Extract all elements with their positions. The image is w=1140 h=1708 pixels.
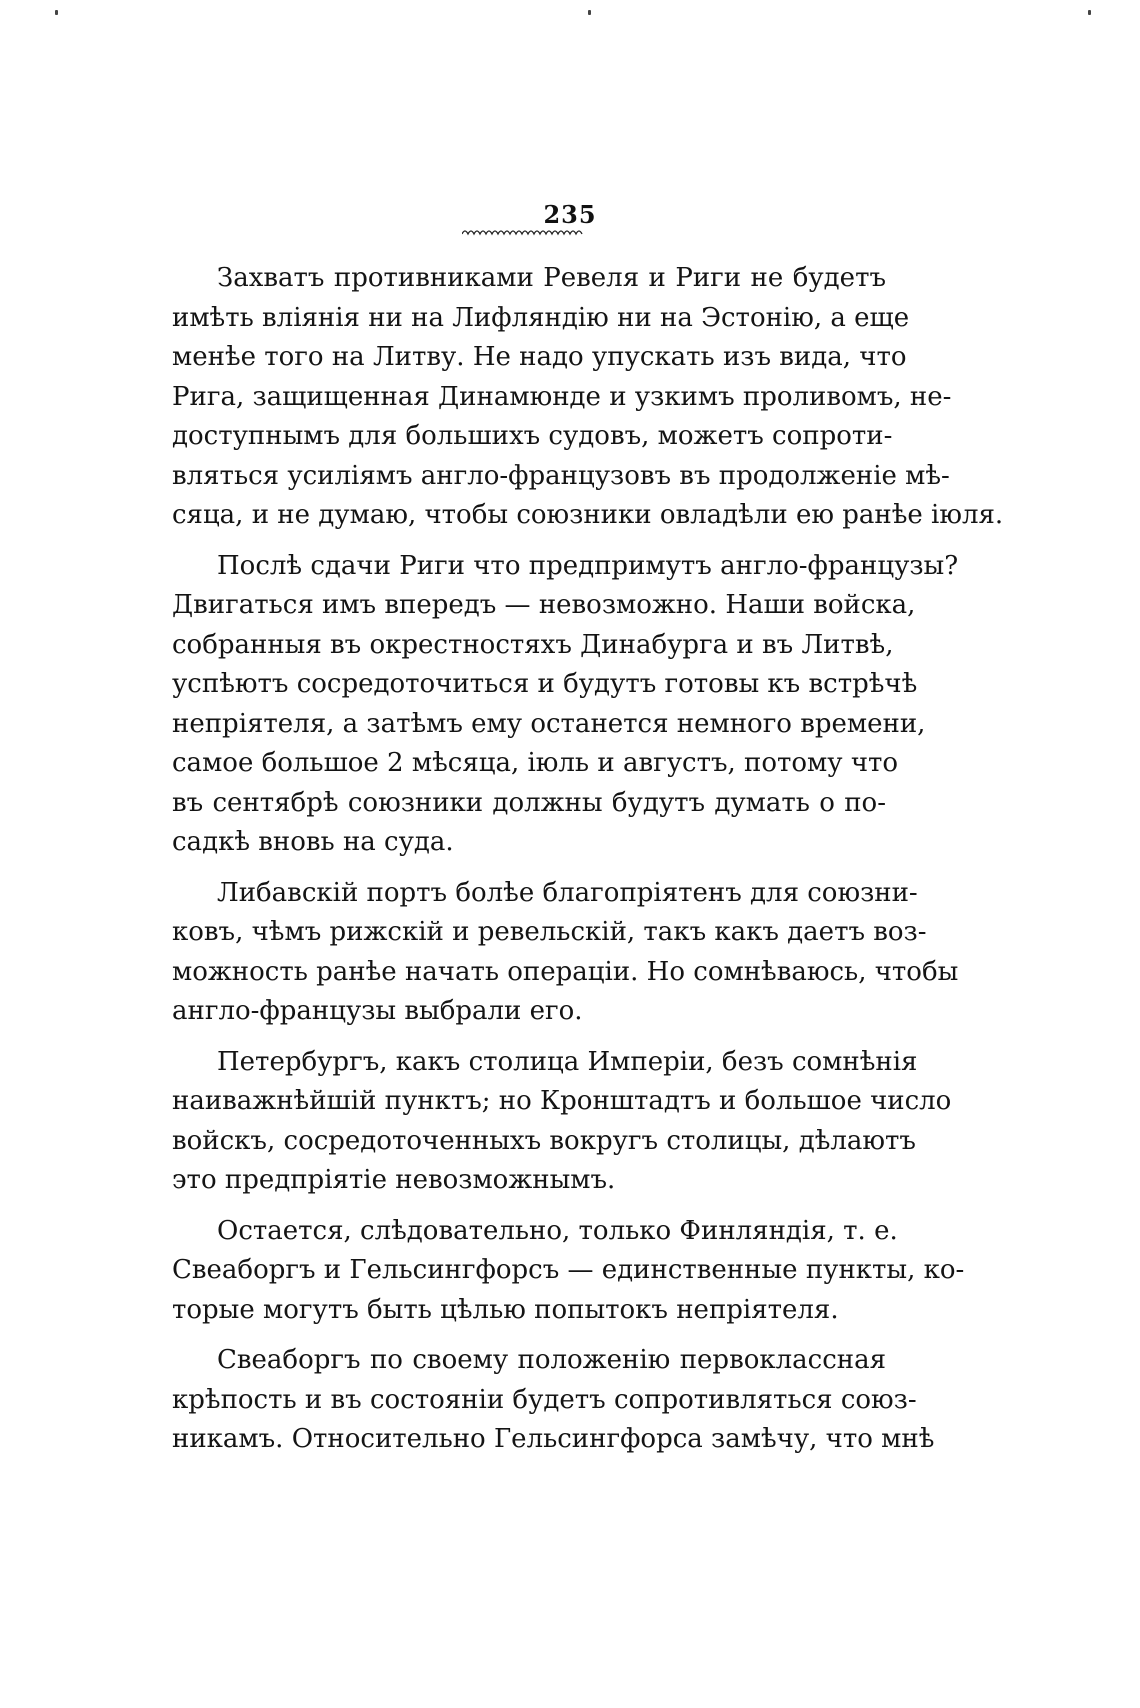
- text-line: непріятеля, а затѣмъ ему останется немного времени,: [172, 708, 926, 739]
- text-line: Захватъ противниками Ревеля и Риги не будетъ: [217, 263, 886, 293]
- text-line: англо-французы выбрали его.: [172, 996, 583, 1026]
- text-line: въ сентябрѣ союзники должны будутъ думать о по-: [172, 787, 886, 818]
- text-line: можность ранѣе начать операціи. Но сомнѣваюсь, чтобы: [172, 956, 959, 987]
- text-line: Рига, защищенная Динамюнде и узкимъ проливомъ, не-: [172, 381, 952, 412]
- text-line: успѣютъ сосредоточиться и будутъ готовы къ встрѣчѣ: [172, 669, 918, 699]
- text-line: Свеаборгъ по своему положенію первоклассная: [217, 1345, 886, 1375]
- paragraph: [172, 1212, 965, 1331]
- paragraph: [172, 547, 959, 863]
- text-line: войскъ, сосредоточенныхъ вокругъ столицы, дѣлаютъ: [172, 1125, 916, 1156]
- text-line: вляться усиліямъ англо-французовъ въ продолженіе мѣ-: [172, 460, 950, 491]
- text-line: никамъ. Относительно Гельсингфорса замѣчу, что мнѣ: [172, 1424, 935, 1454]
- text-line: ковъ, чѣмъ рижскій и ревельскій, такъ какъ даетъ воз-: [172, 917, 927, 947]
- text-line: самое большое 2 мѣсяца, іюль и августъ, потому что: [172, 748, 899, 778]
- text-line: наиважнѣйшій пунктъ; но Кронштадтъ и большое число: [172, 1086, 952, 1116]
- body-text: [172, 259, 1004, 1471]
- text-line: это предпріятіе невозможнымъ.: [172, 1165, 616, 1195]
- text-line: сяца, и не думаю, чтобы союзники овладѣли ею ранѣе іюля.: [172, 500, 1004, 530]
- paragraph: [172, 1043, 952, 1201]
- text-line: менѣе того на Литву. Не надо упускать изъ вида, что: [172, 342, 907, 372]
- text-line: доступнымъ для большихъ судовъ, можетъ сопроти-: [172, 421, 893, 451]
- paragraph: [172, 259, 1004, 536]
- text-line: крѣпость и въ состояніи будетъ сопротивляться союз-: [172, 1384, 917, 1415]
- text-line: Свеаборгъ и Гельсингфорсъ — единственные пункты, ко-: [172, 1255, 965, 1285]
- print-speck: [588, 10, 591, 15]
- text-line: Послѣ сдачи Риги что предпримутъ англо-французы?: [217, 550, 959, 581]
- print-speck: [1088, 10, 1091, 15]
- text-line: собранныя въ окрестностяхъ Динабурга и въ Литвѣ,: [172, 629, 894, 660]
- text-line: имѣть вліянія ни на Лифляндію ни на Эстонію, а еще: [172, 302, 910, 333]
- text-line: Двигаться имъ впередъ — невозможно. Наши войска,: [172, 590, 916, 620]
- paragraph: [172, 1341, 935, 1460]
- print-speck: [55, 10, 58, 15]
- text-line: торые могутъ быть цѣлью попытокъ непріятеля.: [172, 1294, 839, 1325]
- paragraph: [172, 874, 959, 1032]
- page-number: 235: [543, 200, 597, 229]
- page-number-ornament: [462, 226, 584, 238]
- text-line: садкѣ вновь на суда.: [172, 827, 454, 857]
- text-line: Либавскій портъ болѣе благопріятенъ для союзни-: [217, 877, 918, 908]
- text-line: Петербургъ, какъ столица Имперіи, безъ сомнѣнія: [217, 1046, 918, 1077]
- text-line: Остается, слѣдовательно, только Финляндія, т. е.: [217, 1215, 898, 1246]
